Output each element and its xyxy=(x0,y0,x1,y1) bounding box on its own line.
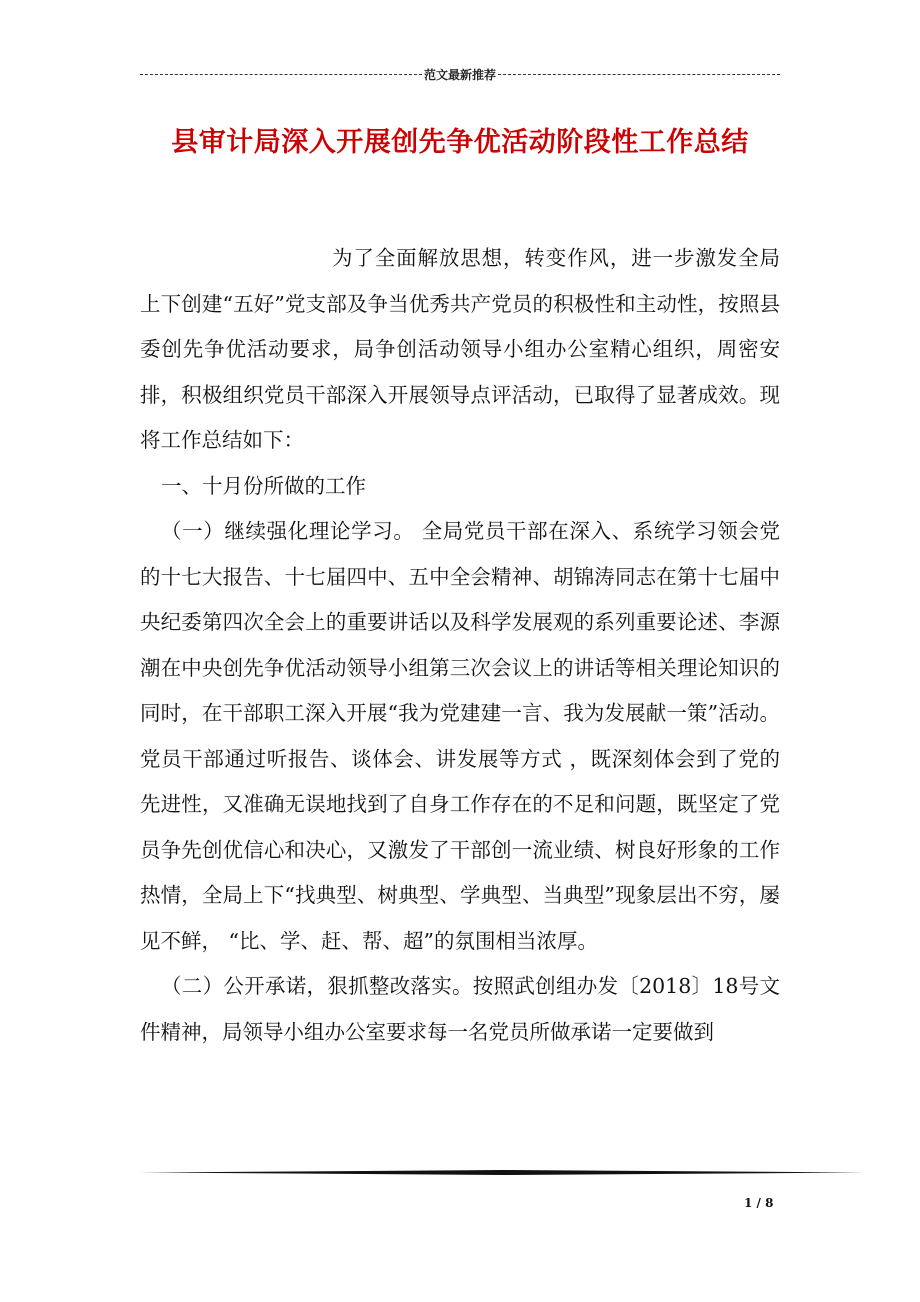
body-paragraph-1: （一）继续强化理论学习。 全局党员干部在深入、系统学习领会党的十七大报告、十七届四中、五中全会精神、胡锦涛同志在第十七届中央纪委第四次全会上的重要讲话以及科学发展观的系列重要论述、李源潮在中央创先争优活动领导小组第三次会议上的讲话等相关理论知识的同时，在干部职工深入开展“我为党建建一言、我为发展献一策”活动。党员干部通过听报告、谈体会、讲发展等方式 ，既深刻体会到了党的先进性，又准确无误地找到了自身工作存在的不足和问题，既坚定了党员争先创优信心和决心，又激发了干部创一流业绩、树良好形象的工作热情，全局上下“找典型、树典型、学典型、当典型”现象层出不穷，屡见不鲜， “比、学、赶、帮、超”的氛围相当浓厚。 xyxy=(140,519,780,953)
footer-rule xyxy=(140,1170,864,1175)
page-header xyxy=(140,66,780,83)
body-paragraph-2: （二）公开承诺，狠抓整改落实。按照武创组办发〔2018〕18号文件精神，局领导小组办公室要求每一名党员所做承诺一定要做到 xyxy=(140,974,780,1044)
section-heading: 一、十月份所做的工作 xyxy=(161,473,366,498)
header-label: 范文最新推荐 xyxy=(424,68,497,82)
header-dash-right xyxy=(498,74,780,75)
page-number: 1 / 8 xyxy=(744,1196,774,1210)
intro-paragraph: 为了全面解放思想，转变作风，进一步激发全局上下创建“五好”党支部及争当优秀共产党员的积极性和主动性，按照县委创先争优活动要求，局争创活动领导小组办公室精心组织，周密安排，积极组织党员干部深入开展领导点评活动，已取得了显著成效。现将工作总结如下： xyxy=(140,246,780,452)
header-dash-left xyxy=(140,74,422,75)
document-title: 县审计局深入开展创先争优活动阶段性工作总结 xyxy=(171,127,749,158)
document-body xyxy=(140,236,780,1055)
